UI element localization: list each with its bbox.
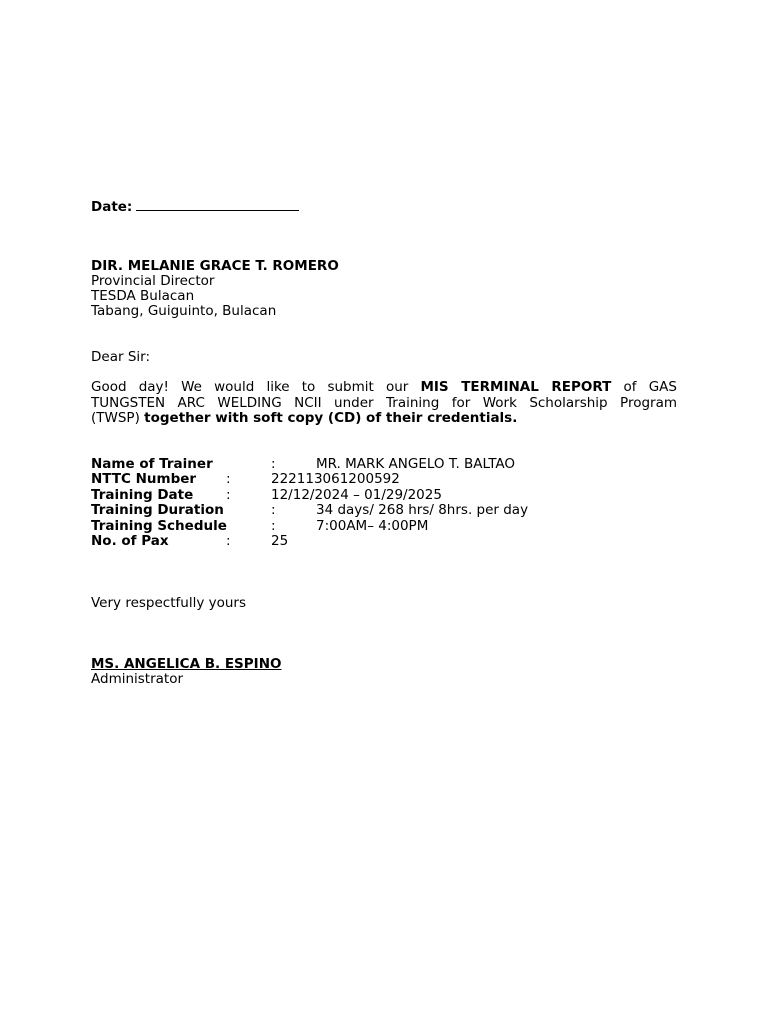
body-line-3-pre: (TWSP): [91, 410, 145, 426]
detail-label: NTTC Number: [91, 471, 197, 488]
detail-value: 12/12/2024 – 01/29/2025: [271, 486, 442, 503]
body-line-1-post: of GAS: [611, 379, 677, 395]
detail-row-duration: [91, 503, 677, 518]
body-line-1-pre: Good day! We would like to submit our: [91, 379, 421, 395]
closing: Very respectfully yours: [91, 595, 246, 611]
recipient-address: Tabang, Guiguinto, Bulacan: [91, 303, 277, 319]
detail-label: Training Date: [91, 486, 194, 503]
detail-row-schedule: [91, 519, 677, 534]
body-line-3: [91, 411, 677, 427]
detail-colon: :: [226, 486, 231, 503]
recipient-office: TESDA Bulacan: [91, 288, 195, 304]
detail-label: No. of Pax: [91, 532, 169, 549]
date-blank-field: [136, 198, 299, 211]
detail-colon: :: [271, 517, 276, 534]
detail-row-trainer: [91, 457, 677, 472]
detail-value: 222113061200592: [271, 471, 400, 488]
detail-label: Training Duration: [91, 502, 224, 519]
detail-value: 34 days/ 268 hrs/ 8hrs. per day: [316, 502, 529, 519]
detail-row-date: [91, 488, 677, 503]
detail-colon: :: [271, 456, 276, 472]
body-line-3-bold: together with soft copy (CD) of their credentials.: [144, 410, 518, 426]
date-line: [91, 198, 299, 215]
recipient-position: Provincial Director: [91, 273, 215, 289]
detail-label: Training Schedule: [91, 517, 227, 534]
detail-colon: :: [226, 471, 231, 488]
detail-label: Name of Trainer: [91, 456, 213, 472]
training-details: [91, 457, 677, 549]
salutation: Dear Sir:: [91, 349, 150, 365]
body-line-1: [91, 380, 677, 396]
detail-value: 25: [271, 532, 289, 549]
detail-row-nttc: [91, 472, 677, 487]
body-paragraph: [91, 380, 677, 427]
signatory-title: Administrator: [91, 671, 184, 687]
signatory-name: MS. ANGELICA B. ESPINO: [91, 656, 282, 672]
body-line-2: TUNGSTEN ARC WELDING NCII under Training for Work Scholarship Program: [91, 394, 677, 411]
detail-value: MR. MARK ANGELO T. BALTAO: [316, 456, 516, 472]
detail-colon: :: [271, 502, 276, 519]
detail-value: 7:00AM– 4:00PM: [316, 517, 429, 534]
body-line-1-bold: MIS TERMINAL REPORT: [420, 379, 612, 395]
detail-colon: :: [226, 532, 231, 549]
recipient-name: DIR. MELANIE GRACE T. ROMERO: [91, 258, 339, 274]
detail-row-pax: [91, 534, 677, 549]
date-label: Date:: [91, 199, 133, 215]
